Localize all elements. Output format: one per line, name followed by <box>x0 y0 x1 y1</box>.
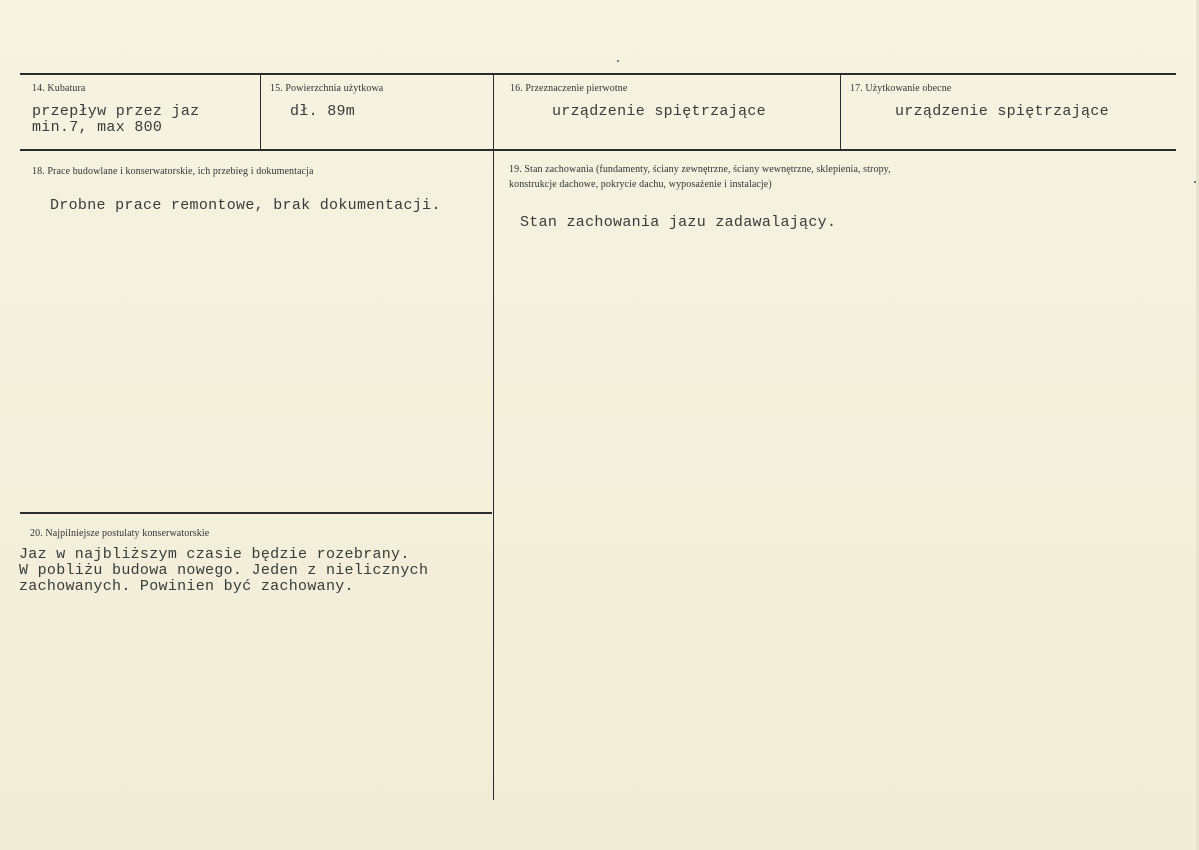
divider-1 <box>260 74 261 150</box>
field-16-value: urządzenie spiętrzające <box>552 103 766 120</box>
second-rule <box>20 149 1176 151</box>
field-20-value: Jaz w najbliższym czasie będzie rozebrany. W pobliżu budowa nowego. Jeden z nielicznych zachowanych. Powinien być zachowany. <box>19 546 429 595</box>
field-20-label: 20. Najpilniejsze postulaty konserwatorskie <box>30 528 210 539</box>
field-18-value: Drobne prace remontowe, brak dokumentacji. <box>50 197 441 214</box>
field-18-label: 18. Prace budowlane i konserwatorskie, ich przebieg i dokumentacja <box>32 166 314 177</box>
field-16-label: 16. Przeznaczenie pierwotne <box>510 83 628 94</box>
field-14-label: 14. Kubatura <box>32 83 86 94</box>
top-rule <box>20 73 1176 75</box>
speck <box>617 60 619 62</box>
field-19-label-line2: konstrukcje dachowe, pokrycie dachu, wyposażenie i instalacje) <box>509 179 772 190</box>
field-15-value: dł. 89m <box>290 103 356 120</box>
field-17-value: urządzenie spiętrzające <box>895 103 1109 120</box>
field-19-label-line1: 19. Stan zachowania (fundamenty, ściany zewnętrzne, ściany wewnętrzne, sklepienia, stropy, <box>509 164 891 175</box>
field-17-label: 17. Użytkowanie obecne <box>850 83 952 94</box>
mid-left-rule <box>20 512 492 514</box>
divider-2 <box>493 74 494 800</box>
divider-3 <box>840 74 841 150</box>
field-14-value: przepływ przez jaz min.7, max 800 <box>32 103 200 136</box>
field-19-value: Stan zachowania jazu zadawalający. <box>520 214 837 231</box>
field-15-label: 15. Powierzchnia użytkowa <box>270 83 384 94</box>
